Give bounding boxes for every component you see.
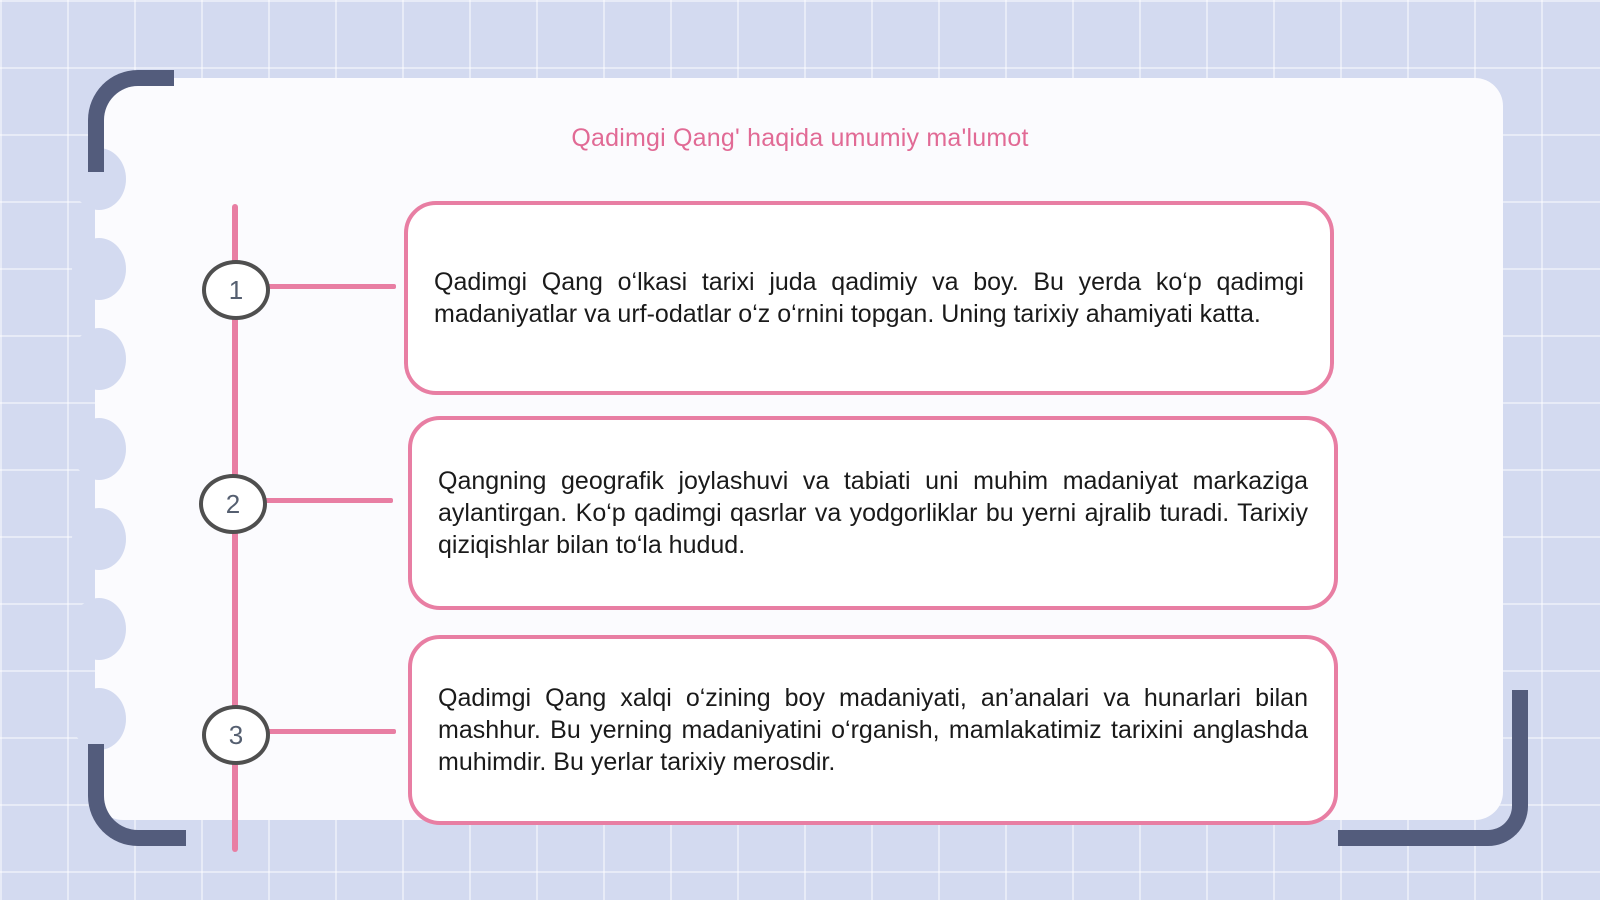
info-card-1	[404, 201, 1334, 395]
paper-notch	[72, 238, 126, 300]
paper-notch	[72, 598, 126, 660]
info-card-2	[408, 416, 1338, 610]
info-card-text: Qangning geografik joylashuvi va tabiati uni muhim madaniyat markaziga aylantirgan. Ko‘p qadimgi qasrlar va yodgorliklar bu yerni ajralib turadi. Tarixiy qiziqishlar bilan to‘la hudud.	[438, 467, 1308, 559]
frame-corner-bottom-left	[88, 744, 186, 846]
timeline-step-2: 2	[199, 474, 267, 534]
info-card-text: Qadimgi Qang o‘lkasi tarixi juda qadimiy va boy. Bu yerda ko‘p qadimgi madaniyatlar va urf-odatlar o‘z o‘rnini topgan. Uning tarixiy ahamiyati katta.	[434, 268, 1304, 328]
timeline-connector-3	[266, 729, 396, 734]
timeline-connector-2	[263, 498, 393, 503]
timeline-step-1: 1	[202, 260, 270, 320]
timeline-step-3: 3	[202, 705, 270, 765]
info-card-text: Qadimgi Qang xalqi o‘zining boy madaniyati, an’analari va hunarlari bilan mashhur. Bu yerning madaniyatini o‘rganish, mamlakatimiz tarixini anglashda muhimdir. Bu yerlar tarixiy merosdir.	[438, 684, 1308, 776]
timeline-connector-1	[266, 284, 396, 289]
frame-corner-bottom-right	[1338, 690, 1528, 846]
frame-corner-top-left	[88, 70, 174, 172]
info-card-3	[408, 635, 1338, 825]
slide-title: Qadimgi Qang' haqida umumiy ma'lumot	[571, 124, 1029, 152]
paper-notch	[72, 688, 126, 750]
paper-notch	[72, 328, 126, 390]
paper-notch	[72, 418, 126, 480]
paper-notch	[72, 508, 126, 570]
